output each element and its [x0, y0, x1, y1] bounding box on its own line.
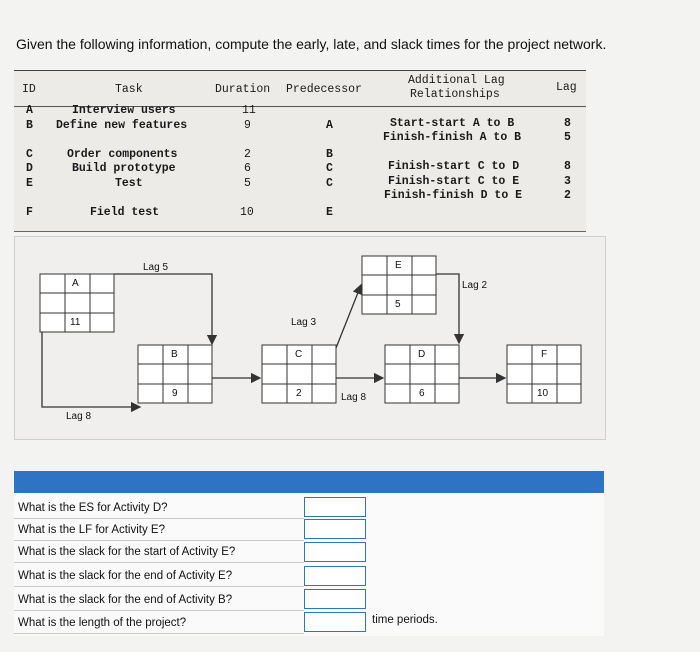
row-e-task: Test	[115, 177, 143, 190]
col-header-task: Task	[115, 83, 143, 96]
row-d-rel: Finish-start C to D	[388, 160, 520, 173]
row-c-id: C	[26, 148, 33, 161]
row-c-duration: 2	[244, 148, 251, 161]
col-header-lag-rel-2: Relationships	[410, 88, 500, 101]
node-e-label: E	[395, 260, 402, 271]
row-d-pred: C	[326, 162, 333, 175]
row-d-id: D	[26, 162, 33, 175]
node-a-label: A	[72, 278, 79, 289]
answer-input-es-d[interactable]	[304, 497, 366, 517]
arrow-ss-a-b	[42, 332, 140, 407]
col-header-predecessor: Predecessor	[286, 83, 362, 96]
question-slack-end-e: What is the slack for the end of Activity E?	[14, 565, 304, 587]
row-b-lag: 8	[564, 117, 571, 130]
col-header-id: ID	[22, 83, 36, 96]
question-lf-e: What is the LF for Activity E?	[14, 519, 304, 541]
row-e-rel: Finish-start C to E	[388, 175, 520, 188]
node-c-duration: 2	[296, 388, 302, 399]
row-e2-rel: Finish-finish D to E	[384, 189, 523, 202]
row-a-task: Interview users	[72, 104, 176, 117]
row-e-duration: 5	[244, 177, 251, 190]
answer-unit: time periods.	[372, 614, 438, 626]
questions-header-bar	[14, 471, 604, 493]
row-e-id: E	[26, 177, 33, 190]
row-e-pred: C	[326, 177, 333, 190]
arrow-d-e	[436, 274, 459, 343]
lag-label-cd: Lag 8	[341, 392, 367, 403]
row-b2-lag: 5	[564, 131, 571, 144]
row-d-task: Build prototype	[72, 162, 176, 175]
answer-input-lf-e[interactable]	[304, 519, 366, 539]
node-e-duration: 5	[395, 299, 401, 310]
answer-input-slack-end-b[interactable]	[304, 589, 366, 609]
question-slack-end-b: What is the slack for the end of Activity B?	[14, 589, 304, 611]
col-header-lag: Lag	[556, 81, 577, 94]
row-f-duration: 10	[240, 206, 254, 219]
row-a-id: A	[26, 104, 33, 117]
lag-label-ce: Lag 3	[291, 317, 317, 328]
question-project-length: What is the length of the project?	[14, 612, 304, 634]
col-header-duration: Duration	[215, 83, 271, 96]
row-c-task: Order components	[67, 148, 178, 161]
node-d-label: D	[418, 349, 426, 360]
arrow-ff-a-b	[114, 274, 212, 344]
node-c-label: C	[295, 349, 303, 360]
row-b2-rel: Finish-finish A to B	[383, 131, 522, 144]
node-b-duration: 9	[172, 388, 178, 399]
row-c-pred: B	[326, 148, 333, 161]
node-f-label: F	[541, 349, 548, 360]
row-a-duration: 11	[242, 104, 256, 117]
row-f-pred: E	[326, 206, 333, 219]
arrow-c-e	[336, 285, 361, 348]
lag-label-ff-ab: Lag 5	[143, 262, 169, 273]
row-e-lag: 3	[564, 175, 571, 188]
col-header-lag-rel-1: Additional Lag	[408, 74, 505, 87]
row-b-pred: A	[326, 119, 333, 132]
problem-title: Given the following information, compute the early, late, and slack times for the project network.	[16, 36, 607, 52]
row-f-id: F	[26, 206, 33, 219]
row-b-task: Define new features	[56, 119, 188, 132]
row-f-task: Field test	[90, 206, 160, 219]
answer-input-slack-start-e[interactable]	[304, 542, 366, 562]
lag-label-de: Lag 2	[462, 280, 488, 291]
node-a-duration: 11	[70, 317, 81, 328]
node-d-duration: 6	[419, 388, 425, 399]
question-es-d: What is the ES for Activity D?	[14, 497, 304, 519]
answer-input-project-length[interactable]	[304, 612, 366, 632]
node-b-label: B	[171, 349, 178, 360]
question-slack-start-e: What is the slack for the start of Activity E?	[14, 541, 304, 563]
row-b-id: B	[26, 119, 33, 132]
row-b-duration: 9	[244, 119, 251, 132]
node-f-duration: 10	[537, 388, 549, 399]
row-d-lag: 8	[564, 160, 571, 173]
row-b-rel: Start-start A to B	[390, 117, 515, 130]
lag-label-ss-ab: Lag 8	[66, 411, 92, 422]
answer-input-slack-end-e[interactable]	[304, 566, 366, 586]
row-e2-lag: 2	[564, 189, 571, 202]
row-d-duration: 6	[244, 162, 251, 175]
